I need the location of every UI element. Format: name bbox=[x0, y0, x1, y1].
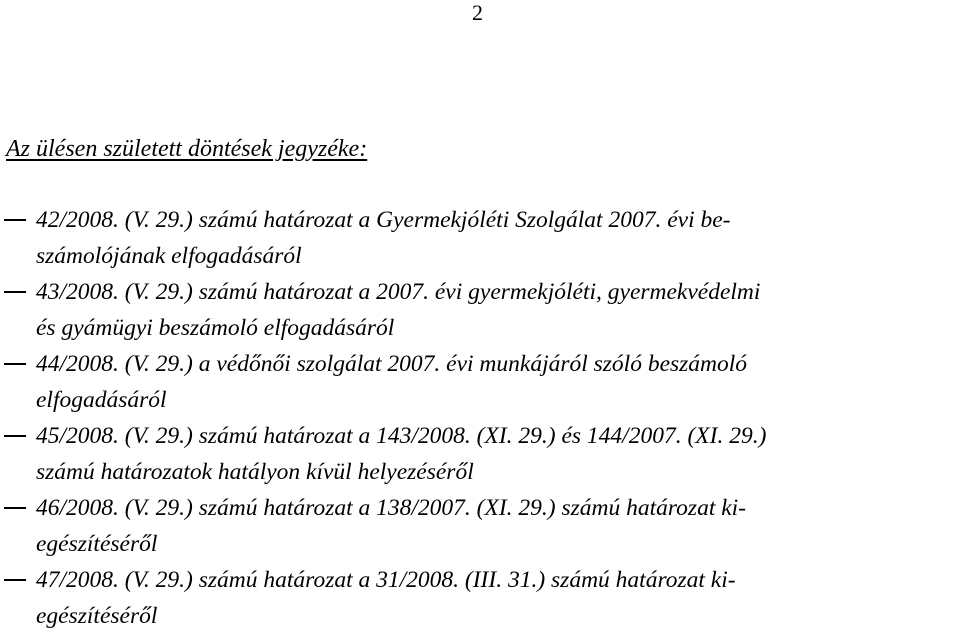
dash-bullet bbox=[4, 219, 26, 221]
decision-line: egészítéséről bbox=[36, 603, 158, 629]
decision-line: 43/2008. (V. 29.) számú határozat a 2007. évi gyermekjóléti, gyermekvédelmi bbox=[36, 279, 761, 305]
decision-list bbox=[0, 202, 959, 634]
decision-item-42 bbox=[0, 202, 959, 274]
decision-line: egészítéséről bbox=[36, 531, 158, 557]
decision-line: 46/2008. (V. 29.) számú határozat a 138/2007. (XI. 29.) számú határozat ki- bbox=[36, 495, 747, 521]
decision-item-44 bbox=[0, 346, 959, 418]
dash-bullet bbox=[4, 435, 26, 437]
dash-bullet bbox=[4, 363, 26, 365]
page-number: 2 bbox=[472, 0, 483, 25]
page-heading: Az ülésen született döntések jegyzéke: bbox=[6, 136, 368, 162]
decision-line: számolójának elfogadásáról bbox=[36, 243, 302, 269]
decision-line: 44/2008. (V. 29.) a védőnői szolgálat 2007. évi munkájáról szóló beszámoló bbox=[36, 351, 748, 377]
decision-item-45 bbox=[0, 418, 959, 490]
dash-bullet bbox=[4, 579, 26, 581]
decision-line: 42/2008. (V. 29.) számú határozat a Gyermekjóléti Szolgálat 2007. évi be- bbox=[36, 207, 731, 233]
dash-bullet bbox=[4, 291, 26, 293]
decision-item-46 bbox=[0, 490, 959, 562]
decision-item-47 bbox=[0, 562, 959, 634]
decision-line: 45/2008. (V. 29.) számú határozat a 143/2008. (XI. 29.) és 144/2007. (XI. 29.) bbox=[36, 423, 767, 449]
dash-bullet bbox=[4, 507, 26, 509]
decision-item-43 bbox=[0, 274, 959, 346]
decision-line: számú határozatok hatályon kívül helyezéséről bbox=[36, 459, 474, 485]
decision-line: és gyámügyi beszámoló elfogadásáról bbox=[36, 315, 395, 341]
decision-line: elfogadásáról bbox=[36, 387, 167, 413]
decision-line: 47/2008. (V. 29.) számú határozat a 31/2008. (III. 31.) számú határozat ki- bbox=[36, 567, 736, 593]
